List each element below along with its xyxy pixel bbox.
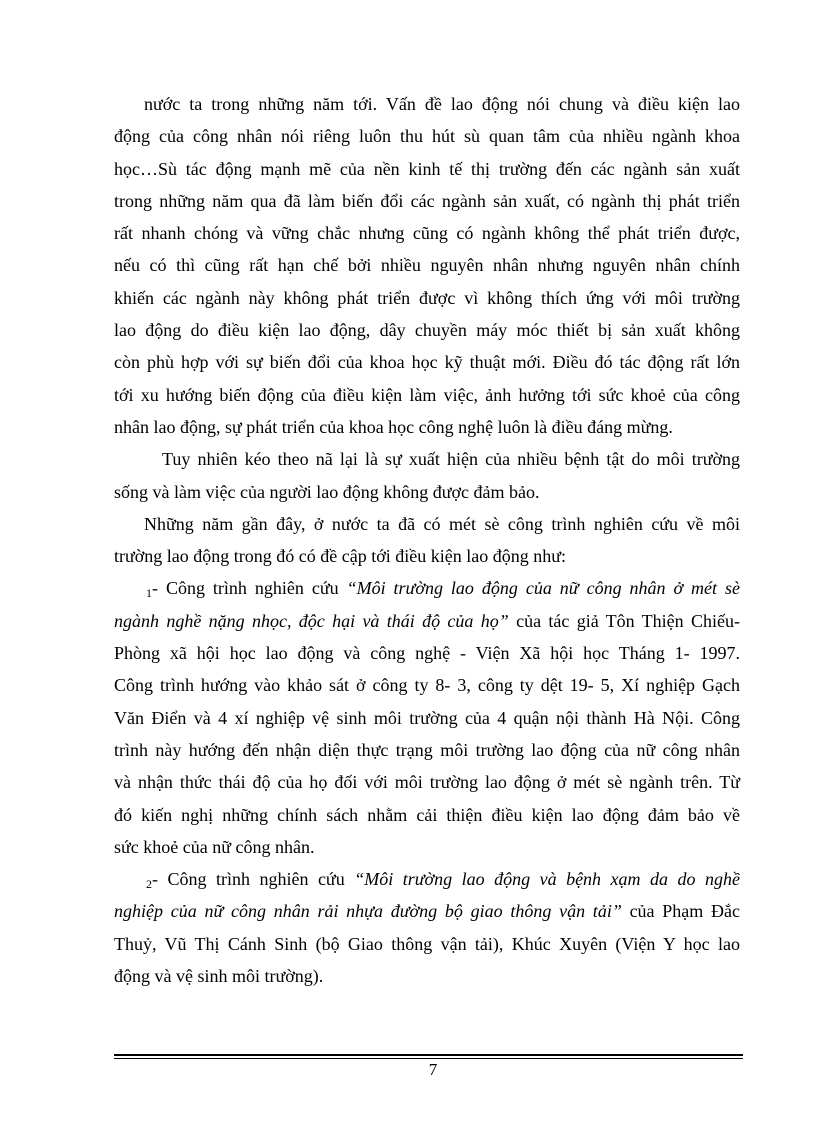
text-line: nếu có thì cũng rất hạn chế bởi nhiều nguyên nhân nhưng nguyên nhân chính [114,255,740,276]
text-line: Phòng xã hội học lao động và công nghệ - Viện Xã hội học Tháng 1- 1997. [114,643,740,664]
item-title: ngành nghề nặng nhọc, độc hại và thái độ của họ” [114,610,509,631]
text-line: trình này hướng đến nhận diện thực trạng môi trường lao động của nữ công nhân [114,739,740,760]
text-line: tới xu hướng biến động của điều kiện làm việc, ảnh hưởng tới sức khoẻ của công [114,384,740,405]
text-line: đó kiến nghị những chính sách nhằm cải thiện điều kiện lao động đảm bảo về [114,804,740,825]
item-tail: của Phạm Đắc [629,901,740,922]
text-line: Những năm gần đây, ở nước ta đã có mét sè công trình nghiên cứu về môi [144,513,740,534]
text-line: khiến các ngành này không phát triển được vì không thích ứng với môi trường [114,287,740,308]
body-text [114,88,740,992]
footer-rule [114,1054,743,1056]
text-line: động và vệ sinh môi trường). [114,966,324,987]
item-tail: của tác giả Tôn Thiện Chiếu- [516,610,740,631]
text-line: nước ta trong những năm tới. Vấn đề lao động nói chung và điều kiện lao [144,94,740,114]
text-line: Văn Điển và 4 xí nghiệp vệ sinh môi trường của 4 quận nội thành Hà Nội. Công [114,707,740,728]
text-line: trong những năm qua đã làm biến đổi các ngành sản xuất, có ngành thị phát triển [114,190,740,211]
list-item-2-first-line: 2- Công trình nghiên cứu “Môi trường lao động và bệnh xạm da do nghề [146,869,740,892]
text-line: học…Sù tác động mạnh mẽ của nền kinh tế thị trường đến các ngành sản xuất [114,158,740,179]
text-line [114,605,740,637]
text-line: sống và làm việc của người lao động không được đảm bảo. [114,481,540,502]
text-line: rất nhanh chóng và vững chắc nhưng cũng có ngành không thể phát triển được, [114,223,740,244]
text-line: Tuy nhiên kéo theo nã lại là sự xuất hiện của nhiều bệnh tật do môi trường [162,449,740,470]
text-line: lao động do điều kiện lao động, dây chuyền máy móc thiết bị sản xuất không [114,320,740,341]
item-number: 2 [146,877,152,892]
text-line: Thuỷ, Vũ Thị Cánh Sinh (bộ Giao thông vận tải), Khúc Xuyên (Viện Y học lao [114,933,740,954]
text-line [114,895,740,927]
text-line: nhân lao động, sự phát triển của khoa học công nghệ luôn là điều đáng mừng. [114,416,673,437]
item-number: 1 [146,586,152,601]
text-line: còn phù hợp với sự biến đổi của khoa học kỹ thuật mới. Điều đó tác động rất lớn [114,352,740,373]
item-lead: Công trình nghiên cứu [165,578,339,599]
item-lead: Công trình nghiên cứu [167,869,345,890]
text-line: trường lao động trong đó có đề cập tới điều kiện lao động như: [114,546,566,567]
text-line: Công trình hướng vào khảo sát ở công ty 8- 3, công ty dệt 19- 5, Xí nghiệp Gạch [114,675,740,696]
text-line: sức khoẻ của nữ công nhân. [114,836,315,857]
list-item-1-first-line: 1- Công trình nghiên cứu “Môi trường lao động của nữ công nhân ở mét sè [146,578,740,601]
page-number: 7 [428,1060,438,1079]
text-line: và nhận thức thái độ của họ đối với môi trường lao động ở mét sè ngành trên. Từ [114,772,740,793]
item-title: “Môi trường lao động và bệnh xạm da do nghề [354,869,740,890]
item-title: “Môi trường lao động của nữ công nhân ở mét sè [346,578,740,599]
text-line: động của công nhân nói riêng luôn thu hút sù quan tâm của nhiều ngành khoa [114,126,740,147]
item-title: nghiệp của nữ công nhân rải nhựa đường bộ giao thông vận tải” [114,901,622,922]
